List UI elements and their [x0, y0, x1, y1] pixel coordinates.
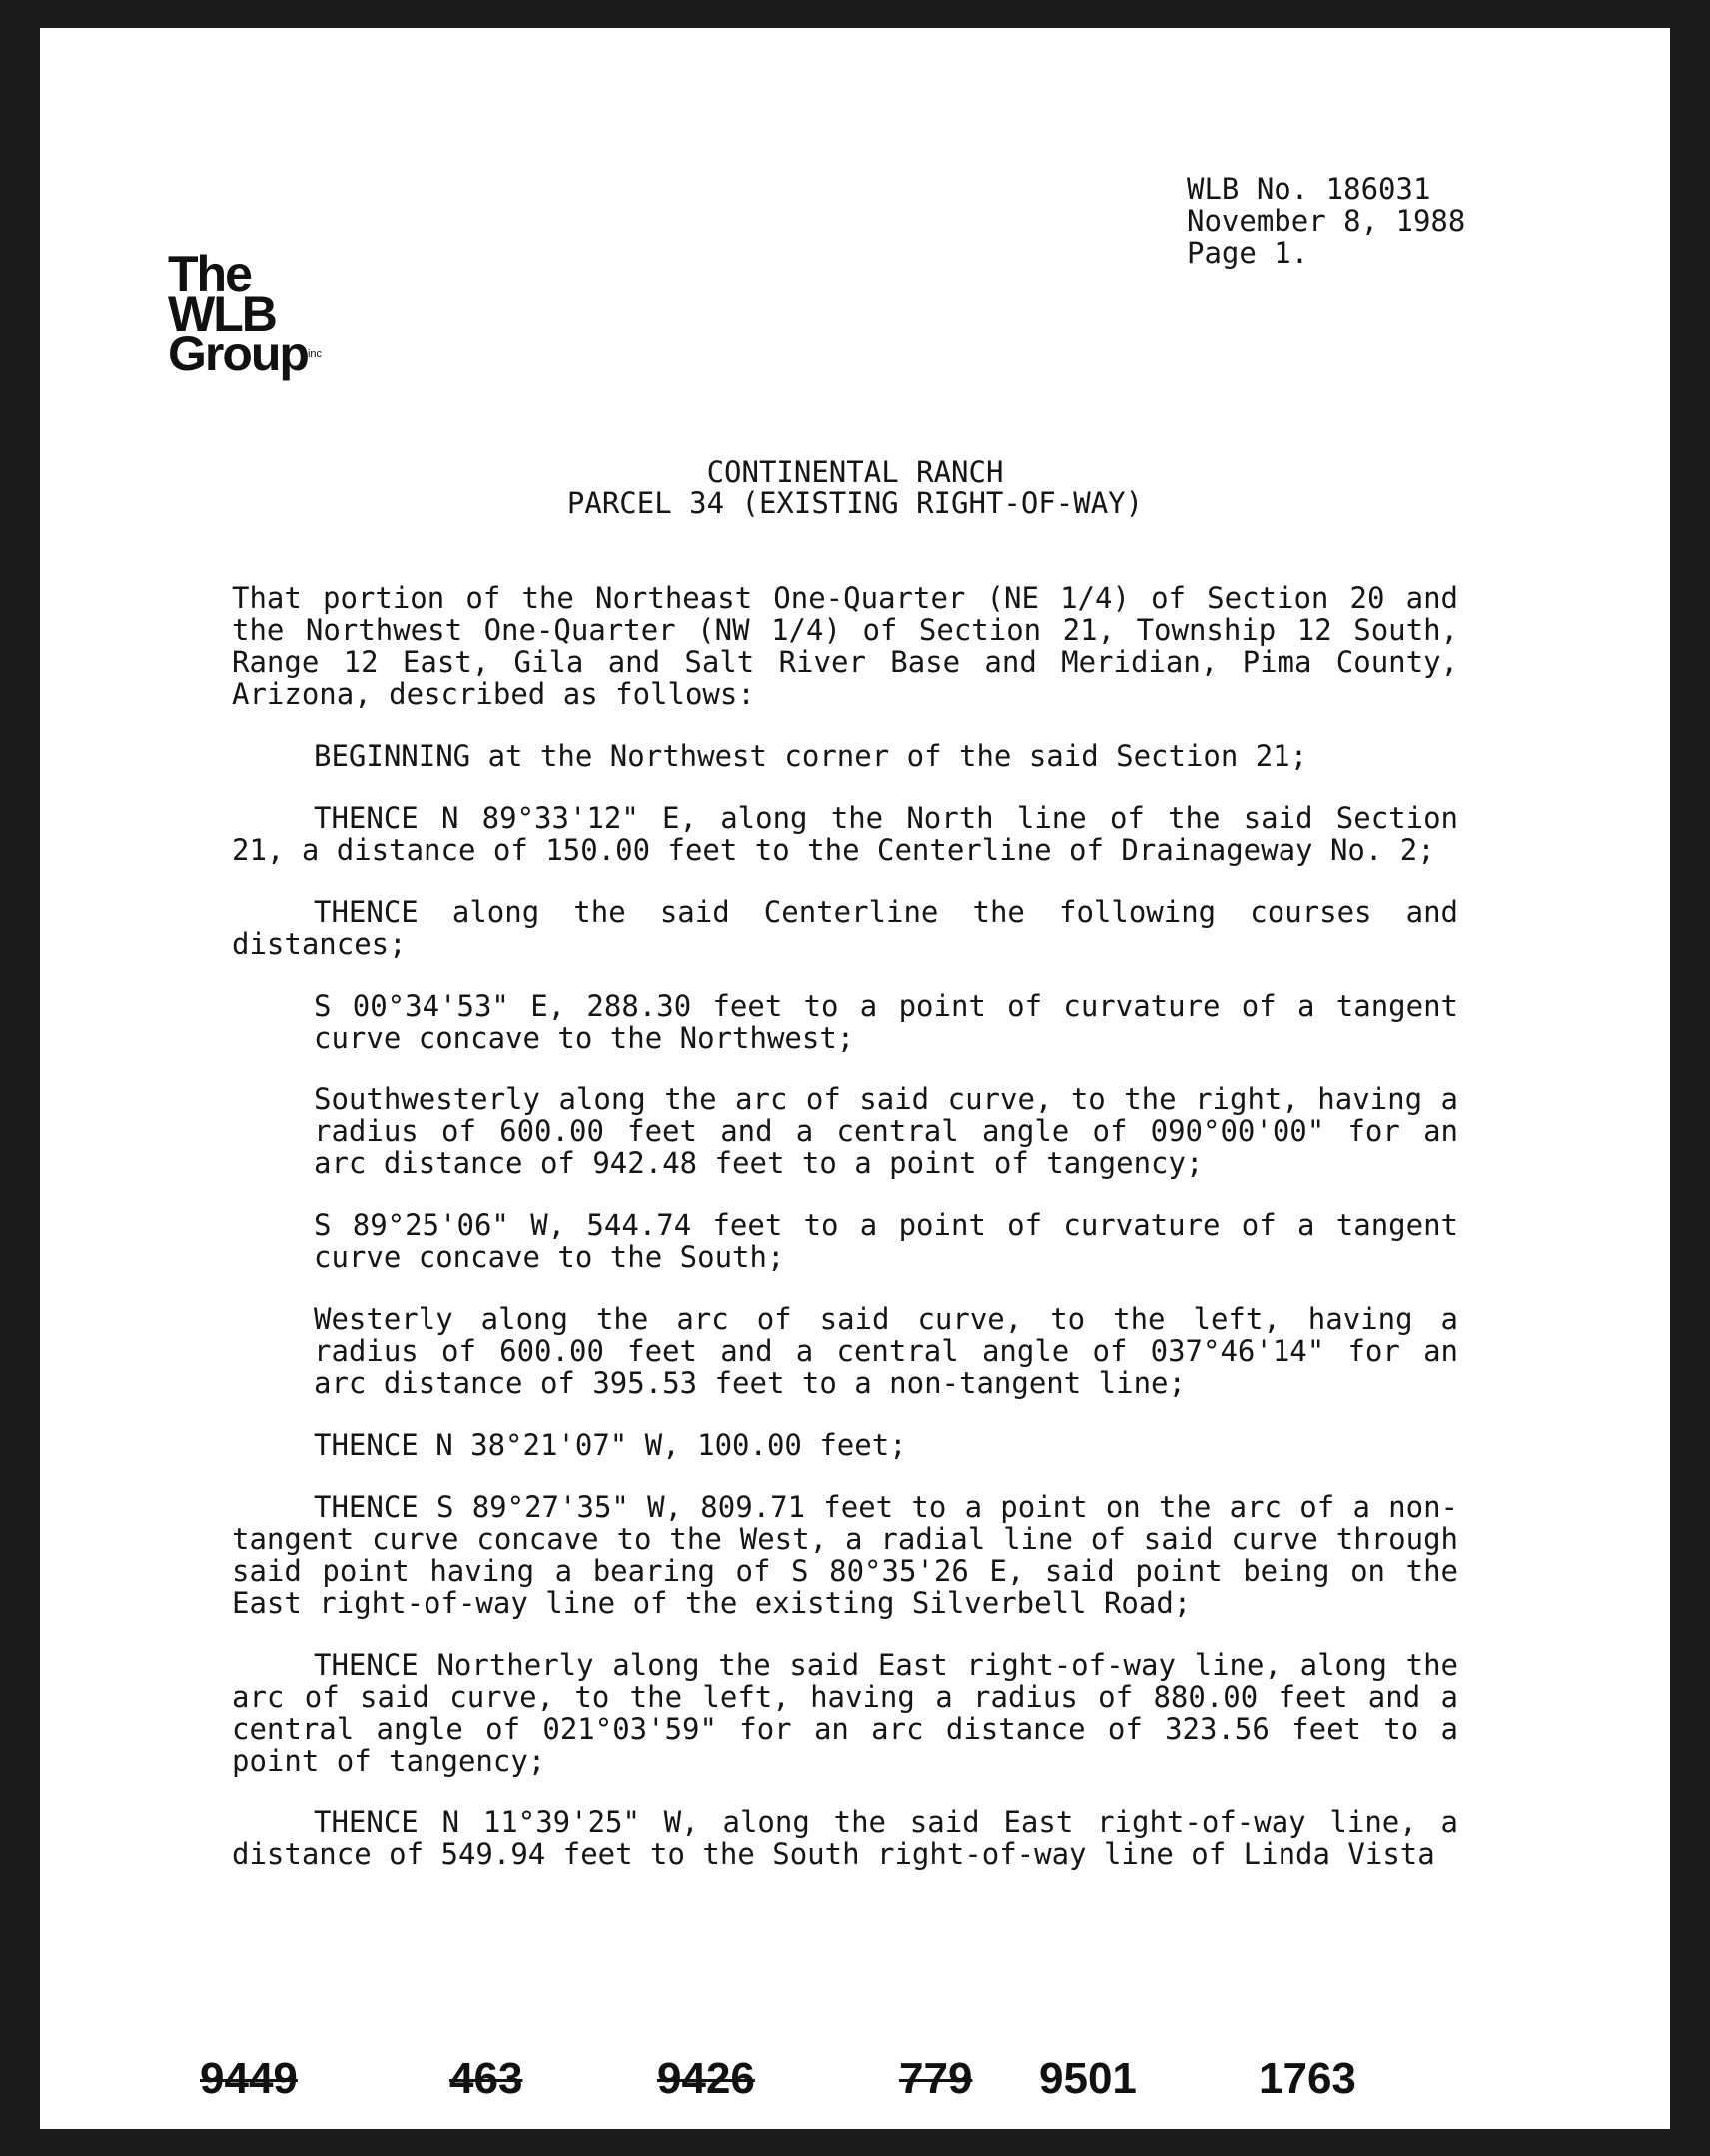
footer-number-5: 9501 — [1039, 2054, 1137, 2103]
footer-number-6: 1763 — [1259, 2054, 1356, 2103]
footer-number-4: 779 — [899, 2054, 973, 2103]
logo-line-wlb: WLB — [168, 286, 276, 342]
footer-numbers — [200, 2054, 1398, 2133]
paragraph-course-8: THENCE S 89°27'35" W, 809.71 feet to a point on the arc of a non-tangent curve concave to the West, a radial line of said curve through said point having a bearing of S 80°35'26 E, said point being on the East right-of-way line of the existing Silverbell Road; — [232, 1490, 1458, 1620]
logo-inc: inc — [307, 348, 323, 359]
title-line-1: CONTINENTAL RANCH — [706, 455, 1004, 489]
footer-number-2: 463 — [449, 2054, 523, 2103]
paragraph-beginning: BEGINNING at the Northwest corner of the said Section 21; — [314, 739, 1308, 773]
paragraph-course-3: S 00°34'53" E, 288.30 feet to a point of curvature of a tangent curve concave to the Northwest; — [314, 989, 1458, 1055]
logo-line-the: The — [168, 246, 251, 302]
title-line-2: PARCEL 34 (EXISTING RIGHT-OF-WAY) — [566, 486, 1144, 520]
document-date: November 8, 1988 — [1187, 204, 1466, 238]
paragraph-course-10: THENCE N 11°39'25" W, along the said East right-of-way line, a distance of 549.94 feet to the South right-of-way line of Linda Vista — [232, 1805, 1458, 1871]
paragraph-course-6: Westerly along the arc of said curve, to the left, having a radius of 600.00 feet and a central angle of 037°46'14" for an arc distance of 395.53 feet to a non-tangent line; — [314, 1302, 1458, 1400]
paragraph-course-7: THENCE N 38°21'07" W, 100.00 feet; — [314, 1428, 907, 1462]
footer-number-1: 9449 — [200, 2054, 298, 2103]
logo-line-group: Groupinc — [168, 326, 323, 381]
document-title — [40, 457, 1670, 519]
wlb-number: WLB No. 186031 — [1187, 172, 1431, 206]
paragraph-course-4: Southwesterly along the arc of said curve, to the right, having a radius of 600.00 feet and a central angle of 090°00'00" for an arc distance of 942.48 feet to a point of tangency; — [314, 1082, 1458, 1180]
legal-description — [232, 582, 1458, 1900]
document-reference — [1187, 173, 1465, 269]
wlb-group-logo — [168, 246, 323, 381]
paragraph-course-5: S 89°25'06" W, 544.74 feet to a point of curvature of a tangent curve concave to the South; — [314, 1208, 1458, 1274]
paragraph-course-9: THENCE Northerly along the said East right-of-way line, along the arc of said curve, to the left, having a radius of 880.00 feet and a central angle of 021°03'59" for an arc distance of 323.56 feet to a point of tangency; — [232, 1648, 1458, 1778]
paragraph-intro: That portion of the Northeast One-Quarter (NE 1/4) of Section 20 and the Northwest One-Quarter (NW 1/4) of Section 21, Township 12 South, Range 12 East, Gila and Salt River Base and Meridian, Pima County, Arizona, described as follows: — [232, 581, 1458, 711]
paragraph-course-1: THENCE N 89°33'12" E, along the North line of the said Section 21, a distance of 150.00 feet to the Centerline of Drainageway No. 2; — [232, 801, 1458, 867]
document-page — [40, 28, 1670, 2129]
footer-number-3: 9426 — [657, 2054, 755, 2103]
page-number: Page 1. — [1187, 236, 1309, 270]
paragraph-course-2: THENCE along the said Centerline the following courses and distances; — [232, 895, 1458, 961]
